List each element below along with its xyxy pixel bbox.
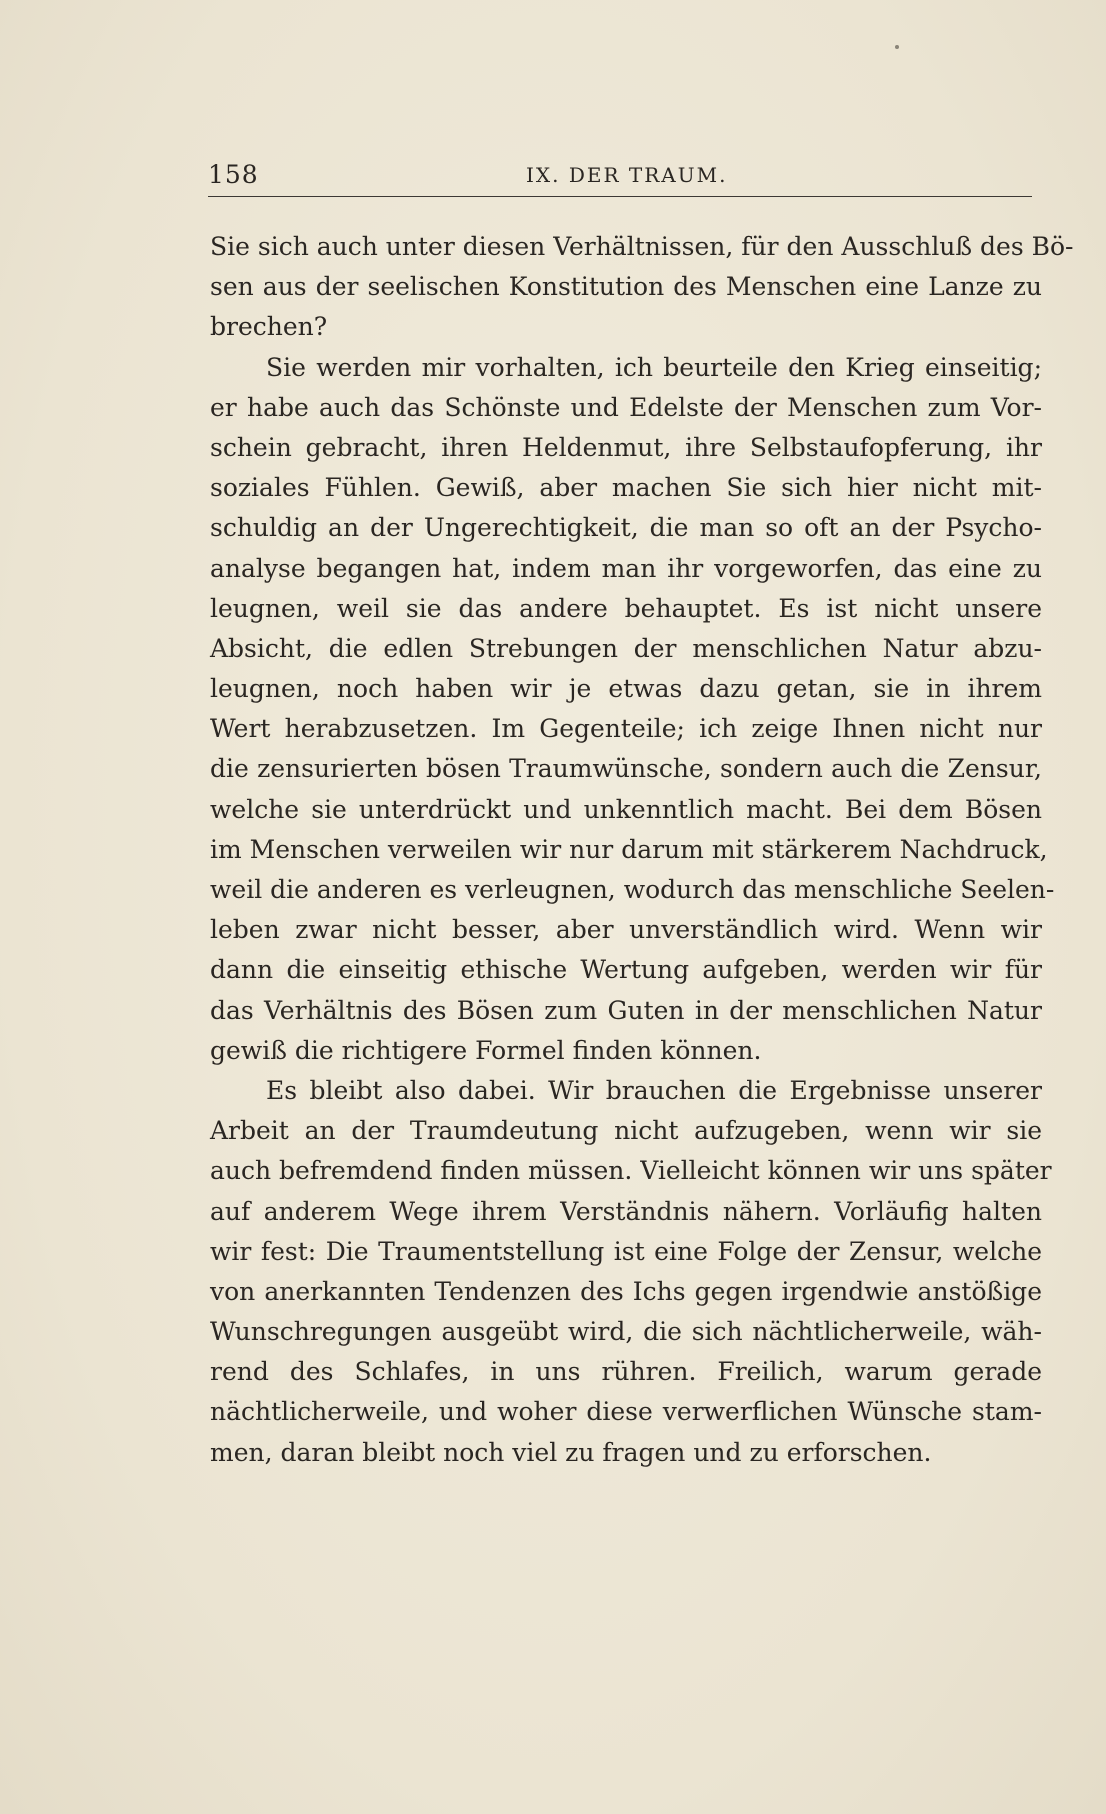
text-line: er habe auch das Schönste und Edelste der Menschen zum Vor-	[210, 392, 1042, 422]
running-head: IX. DER TRAUM.	[526, 163, 728, 187]
text-line: welche sie unterdrückt und unkenntlich macht. Bei dem Bösen	[210, 794, 1042, 824]
body-text	[210, 227, 1074, 1473]
text-line: leugnen, weil sie das andere behauptet. Es ist nicht unsere	[210, 593, 1042, 623]
text-line: dann die einseitig ethische Wertung aufgeben, werden wir für	[210, 955, 1042, 985]
text-line: Wunschregungen ausgeübt wird, die sich nächtlicherweile, wäh-	[210, 1317, 1042, 1347]
text-line: Es bleibt also dabei. Wir brauchen die Ergebnisse unserer	[266, 1075, 1042, 1105]
text-line: men, daran bleibt noch viel zu fragen und zu erforschen.	[210, 1437, 932, 1467]
text-line: brechen?	[210, 312, 328, 342]
text-line: Sie werden mir vorhalten, ich beurteile den Krieg einseitig;	[266, 352, 1042, 382]
text-line: gewiß die richtigere Formel finden können.	[210, 1035, 762, 1065]
text-line: leben zwar nicht besser, aber unverständlich wird. Wenn wir	[210, 915, 1042, 945]
text-line: Sie sich auch unter diesen Verhältnissen, für den Ausschluß des Bö-	[210, 232, 1074, 261]
page-number: 158	[208, 160, 259, 189]
text-line: rend des Schlafes, in uns rühren. Freilich, warum gerade	[210, 1357, 1042, 1387]
header-rule	[208, 196, 1032, 197]
text-line: schein gebracht, ihren Heldenmut, ihre Selbstaufopferung, ihr	[210, 432, 1042, 462]
paper-speck	[895, 45, 899, 49]
text-line: nächtlicherweile, und woher diese verwerflichen Wünsche stam-	[210, 1397, 1042, 1427]
text-line: im Menschen verweilen wir nur darum mit stärkerem Nachdruck,	[210, 834, 1048, 864]
text-line: soziales Fühlen. Gewiß, aber machen Sie sich hier nicht mit-	[210, 473, 1042, 503]
page-header	[208, 160, 1032, 194]
text-line: weil die anderen es verleugnen, wodurch das menschliche Seelen-	[210, 875, 1055, 904]
text-line: Absicht, die edlen Strebungen der menschlichen Natur abzu-	[210, 633, 1042, 663]
text-line: sen aus der seelischen Konstitution des Menschen eine Lanze zu	[210, 272, 1042, 302]
text-line: die zensurierten bösen Traumwünsche, sondern auch die Zensur,	[210, 754, 1042, 784]
text-line: leugnen, noch haben wir je etwas dazu getan, sie in ihrem	[210, 674, 1042, 704]
text-line: Arbeit an der Traumdeutung nicht aufzugeben, wenn wir sie	[210, 1116, 1042, 1146]
text-line: schuldig an der Ungerechtigkeit, die man so oft an der Psycho-	[210, 513, 1042, 543]
text-line: auch befremdend finden müssen. Vielleicht können wir uns später	[210, 1156, 1052, 1186]
text-line: von anerkannten Tendenzen des Ichs gegen irgendwie anstößige	[210, 1276, 1042, 1306]
text-line: Wert herabzusetzen. Im Gegenteile; ich zeige Ihnen nicht nur	[210, 714, 1042, 744]
text-line: auf anderem Wege ihrem Verständnis nähern. Vorläufig halten	[210, 1196, 1042, 1226]
text-line: das Verhältnis des Bösen zum Guten in der menschlichen Natur	[210, 995, 1042, 1025]
text-line: analyse begangen hat, indem man ihr vorgeworfen, das eine zu	[210, 553, 1042, 583]
text-line: wir fest: Die Traumentstellung ist eine Folge der Zensur, welche	[210, 1236, 1042, 1266]
